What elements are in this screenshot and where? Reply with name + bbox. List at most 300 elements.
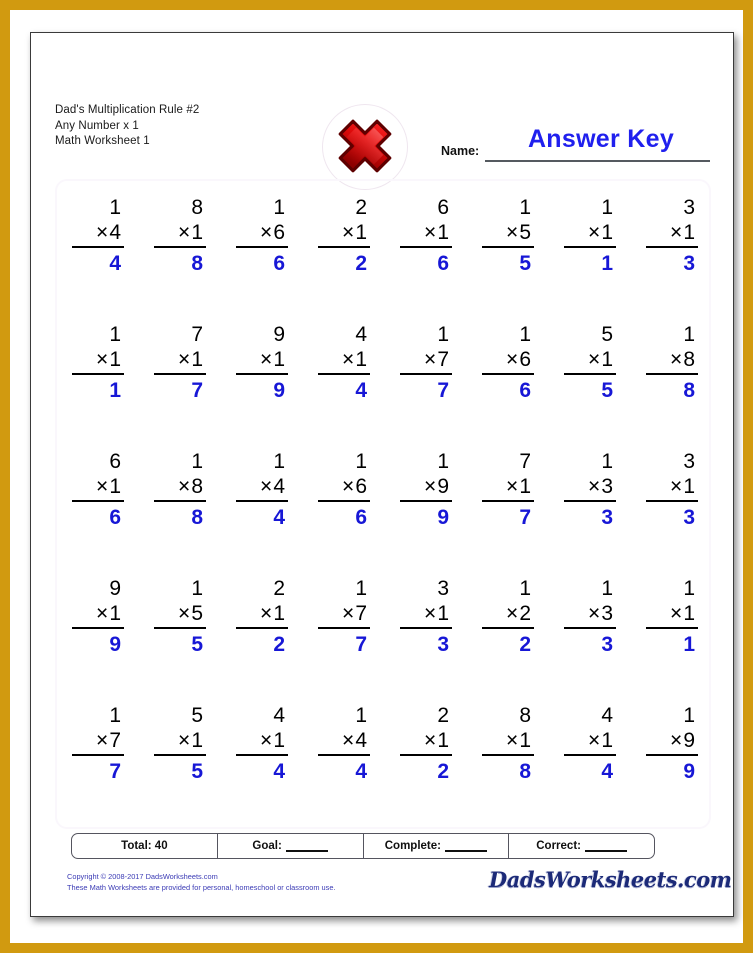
multiplicand: 8 bbox=[519, 704, 531, 727]
multiplicand: 2 bbox=[273, 577, 285, 600]
multiplier-line bbox=[482, 601, 534, 629]
multiplicand: 1 bbox=[109, 196, 121, 219]
multiply-operator-icon: × bbox=[670, 729, 683, 752]
problem-stack bbox=[564, 576, 616, 657]
answer[interactable]: 6 bbox=[355, 506, 367, 529]
multiplier-line bbox=[72, 347, 124, 375]
multiplicand: 1 bbox=[601, 450, 613, 473]
problem-15 bbox=[549, 322, 631, 449]
problem-stack bbox=[400, 576, 452, 657]
answer[interactable]: 8 bbox=[191, 252, 203, 275]
problem-31 bbox=[549, 576, 631, 703]
answer[interactable]: 8 bbox=[519, 760, 531, 783]
problem-stack bbox=[236, 703, 288, 784]
worksheet-page bbox=[30, 32, 734, 917]
multiplier: 1 bbox=[355, 348, 367, 371]
problem-stack bbox=[236, 322, 288, 403]
problem-30 bbox=[467, 576, 549, 703]
multiply-operator-icon: × bbox=[670, 475, 683, 498]
problem-21 bbox=[385, 449, 467, 576]
complete-label: Complete: bbox=[384, 840, 441, 852]
multiplier: 4 bbox=[355, 729, 367, 752]
answer[interactable]: 7 bbox=[519, 506, 531, 529]
multiplier: 3 bbox=[601, 602, 613, 625]
score-cell-goal[interactable] bbox=[218, 834, 364, 858]
problem-36 bbox=[303, 703, 385, 830]
multiplier-line bbox=[236, 220, 288, 248]
answer[interactable]: 3 bbox=[437, 633, 449, 656]
problem-stack bbox=[318, 322, 370, 403]
problem-stack bbox=[236, 195, 288, 276]
answer[interactable]: 2 bbox=[519, 633, 531, 656]
problem-stack bbox=[564, 703, 616, 784]
multiply-operator-icon: × bbox=[506, 729, 519, 752]
problem-26 bbox=[139, 576, 221, 703]
multiplier: 4 bbox=[273, 475, 285, 498]
answer[interactable]: 8 bbox=[191, 506, 203, 529]
problem-10 bbox=[139, 322, 221, 449]
answer[interactable]: 4 bbox=[109, 252, 121, 275]
multiplier-line bbox=[646, 601, 698, 629]
multiply-operator-icon: × bbox=[260, 602, 273, 625]
multiplier-line bbox=[400, 601, 452, 629]
problem-17 bbox=[57, 449, 139, 576]
problem-stack bbox=[564, 322, 616, 403]
multiply-operator-icon: × bbox=[342, 729, 355, 752]
answer[interactable]: 1 bbox=[601, 252, 613, 275]
multiplier-line bbox=[318, 220, 370, 248]
multiplicand: 1 bbox=[601, 196, 613, 219]
problem-stack bbox=[646, 322, 698, 403]
problem-stack bbox=[646, 195, 698, 276]
multiply-operator-icon: × bbox=[424, 602, 437, 625]
multiplier: 1 bbox=[273, 602, 285, 625]
multiplier: 1 bbox=[683, 602, 695, 625]
multiplier-line bbox=[154, 728, 206, 756]
multiplicand: 5 bbox=[601, 323, 613, 346]
problem-stack bbox=[482, 322, 534, 403]
multiply-operator-icon: × bbox=[342, 348, 355, 371]
answer[interactable]: 4 bbox=[273, 760, 285, 783]
multiplier-line bbox=[236, 601, 288, 629]
problem-stack bbox=[400, 195, 452, 276]
problem-stack bbox=[564, 195, 616, 276]
correct-blank[interactable] bbox=[585, 841, 627, 852]
multiplicand: 1 bbox=[273, 196, 285, 219]
answer[interactable]: 9 bbox=[273, 379, 285, 402]
problem-stack bbox=[236, 576, 288, 657]
answer[interactable]: 7 bbox=[437, 379, 449, 402]
answer[interactable]: 8 bbox=[683, 379, 695, 402]
red-x-multiplication-icon bbox=[323, 105, 407, 189]
problem-11 bbox=[221, 322, 303, 449]
problem-1 bbox=[57, 195, 139, 322]
problem-stack bbox=[400, 703, 452, 784]
multiplicand: 2 bbox=[437, 704, 449, 727]
score-cell-complete[interactable] bbox=[364, 834, 510, 858]
problem-20 bbox=[303, 449, 385, 576]
problem-stack bbox=[318, 449, 370, 530]
worksheet-title-block bbox=[55, 103, 199, 150]
name-label: Name: bbox=[441, 144, 480, 158]
multiply-operator-icon: × bbox=[588, 602, 601, 625]
problem-12 bbox=[303, 322, 385, 449]
problem-stack bbox=[400, 449, 452, 530]
complete-blank[interactable] bbox=[445, 841, 487, 852]
problem-stack bbox=[318, 703, 370, 784]
multiply-operator-icon: × bbox=[96, 602, 109, 625]
answer[interactable]: 9 bbox=[683, 760, 695, 783]
problem-6 bbox=[467, 195, 549, 322]
problem-row bbox=[57, 449, 713, 576]
problem-stack bbox=[482, 576, 534, 657]
multiply-operator-icon: × bbox=[670, 348, 683, 371]
multiplier: 8 bbox=[191, 475, 203, 498]
answer[interactable]: 9 bbox=[109, 633, 121, 656]
problem-9 bbox=[57, 322, 139, 449]
problem-8 bbox=[631, 195, 713, 322]
multiply-operator-icon: × bbox=[96, 475, 109, 498]
answer[interactable]: 4 bbox=[273, 506, 285, 529]
multiplier: 1 bbox=[273, 729, 285, 752]
multiplicand: 4 bbox=[273, 704, 285, 727]
problem-37 bbox=[385, 703, 467, 830]
problems-panel bbox=[55, 179, 711, 829]
multiplicand: 3 bbox=[683, 450, 695, 473]
answer[interactable]: 1 bbox=[109, 379, 121, 402]
answer[interactable]: 2 bbox=[437, 760, 449, 783]
multiplier-line bbox=[236, 474, 288, 502]
multiplier: 1 bbox=[355, 221, 367, 244]
problem-27 bbox=[221, 576, 303, 703]
multiply-operator-icon: × bbox=[260, 221, 273, 244]
problem-stack bbox=[482, 195, 534, 276]
multiply-operator-icon: × bbox=[342, 221, 355, 244]
problem-stack bbox=[646, 703, 698, 784]
problem-stack bbox=[646, 576, 698, 657]
multiplier-line bbox=[482, 728, 534, 756]
multiplicand: 1 bbox=[601, 577, 613, 600]
multiplier-line bbox=[482, 347, 534, 375]
goal-label: Goal: bbox=[252, 840, 282, 852]
multiplier-line bbox=[318, 474, 370, 502]
answer[interactable]: 7 bbox=[355, 633, 367, 656]
problem-stack bbox=[72, 195, 124, 276]
multiply-operator-icon: × bbox=[670, 602, 683, 625]
copyright-line-2: These Math Worksheets are provided for personal, homeschool or classroom use. bbox=[67, 883, 336, 892]
problem-row bbox=[57, 576, 713, 703]
multiplier: 1 bbox=[437, 221, 449, 244]
multiplicand: 3 bbox=[437, 577, 449, 600]
multiplier: 1 bbox=[191, 729, 203, 752]
multiplier-line bbox=[482, 220, 534, 248]
problem-stack bbox=[72, 703, 124, 784]
multiply-operator-icon: × bbox=[424, 729, 437, 752]
multiply-operator-icon: × bbox=[96, 348, 109, 371]
problem-stack bbox=[318, 576, 370, 657]
multiply-operator-icon: × bbox=[260, 348, 273, 371]
problem-3 bbox=[221, 195, 303, 322]
multiply-operator-icon: × bbox=[178, 729, 191, 752]
multiplicand: 1 bbox=[519, 577, 531, 600]
multiply-operator-icon: × bbox=[260, 475, 273, 498]
score-summary-row bbox=[71, 833, 655, 859]
title-line-3: Math Worksheet 1 bbox=[55, 135, 150, 147]
problem-row bbox=[57, 703, 713, 830]
multiplier: 3 bbox=[601, 475, 613, 498]
problem-18 bbox=[139, 449, 221, 576]
multiplicand: 2 bbox=[355, 196, 367, 219]
multiplier: 9 bbox=[437, 475, 449, 498]
answer[interactable]: 5 bbox=[191, 633, 203, 656]
goal-blank[interactable] bbox=[286, 841, 328, 852]
multiply-operator-icon: × bbox=[342, 475, 355, 498]
multiplier-line bbox=[646, 474, 698, 502]
multiplicand: 3 bbox=[683, 196, 695, 219]
answer[interactable]: 9 bbox=[437, 506, 449, 529]
answer[interactable]: 3 bbox=[601, 506, 613, 529]
multiplier-line bbox=[72, 728, 124, 756]
multiplier-line bbox=[400, 220, 452, 248]
multiplicand: 1 bbox=[683, 323, 695, 346]
answer[interactable]: 6 bbox=[109, 506, 121, 529]
multiplier-line bbox=[646, 728, 698, 756]
multiplier: 1 bbox=[519, 475, 531, 498]
multiply-operator-icon: × bbox=[588, 475, 601, 498]
multiplier: 1 bbox=[437, 729, 449, 752]
multiplicand: 1 bbox=[273, 450, 285, 473]
multiplier-line bbox=[482, 474, 534, 502]
total-label: Total: 40 bbox=[121, 840, 168, 852]
multiplier-line bbox=[72, 220, 124, 248]
problem-stack bbox=[482, 449, 534, 530]
problem-7 bbox=[549, 195, 631, 322]
multiplier-line bbox=[564, 601, 616, 629]
copyright-block bbox=[67, 871, 336, 893]
name-underline bbox=[485, 160, 710, 162]
multiplier-line bbox=[154, 601, 206, 629]
problem-28 bbox=[303, 576, 385, 703]
multiplicand: 1 bbox=[683, 704, 695, 727]
problem-stack bbox=[154, 449, 206, 530]
multiplier: 4 bbox=[109, 221, 121, 244]
red-x-icon-glyph bbox=[332, 113, 398, 179]
problem-14 bbox=[467, 322, 549, 449]
problem-23 bbox=[549, 449, 631, 576]
answer[interactable]: 5 bbox=[191, 760, 203, 783]
multiply-operator-icon: × bbox=[588, 221, 601, 244]
multiply-operator-icon: × bbox=[178, 221, 191, 244]
multiplicand: 6 bbox=[109, 450, 121, 473]
multiplier-line bbox=[236, 728, 288, 756]
problem-5 bbox=[385, 195, 467, 322]
multiply-operator-icon: × bbox=[178, 475, 191, 498]
answer[interactable]: 4 bbox=[355, 379, 367, 402]
multiplier-line bbox=[564, 220, 616, 248]
problem-24 bbox=[631, 449, 713, 576]
multiply-operator-icon: × bbox=[96, 729, 109, 752]
multiplier: 8 bbox=[683, 348, 695, 371]
answer[interactable]: 3 bbox=[601, 633, 613, 656]
multiplier-line bbox=[400, 474, 452, 502]
multiplier: 1 bbox=[601, 221, 613, 244]
answer[interactable]: 6 bbox=[437, 252, 449, 275]
multiplier-line bbox=[564, 347, 616, 375]
multiplicand: 1 bbox=[191, 450, 203, 473]
answer[interactable]: 6 bbox=[519, 379, 531, 402]
multiplier-line bbox=[154, 220, 206, 248]
name-field-row bbox=[441, 125, 721, 169]
multiply-operator-icon: × bbox=[424, 348, 437, 371]
multiply-operator-icon: × bbox=[424, 221, 437, 244]
problem-16 bbox=[631, 322, 713, 449]
multiplier: 1 bbox=[437, 602, 449, 625]
answer[interactable]: 2 bbox=[273, 633, 285, 656]
multiply-operator-icon: × bbox=[96, 221, 109, 244]
multiplier-line bbox=[318, 347, 370, 375]
answer[interactable]: 5 bbox=[601, 379, 613, 402]
multiplier-line bbox=[318, 728, 370, 756]
problems-grid bbox=[57, 195, 713, 830]
score-cell-total bbox=[72, 834, 218, 858]
multiply-operator-icon: × bbox=[506, 475, 519, 498]
multiplier: 6 bbox=[519, 348, 531, 371]
problem-13 bbox=[385, 322, 467, 449]
answer[interactable]: 2 bbox=[355, 252, 367, 275]
multiplier: 1 bbox=[601, 348, 613, 371]
multiplier: 7 bbox=[109, 729, 121, 752]
multiplicand: 1 bbox=[519, 196, 531, 219]
answer[interactable]: 7 bbox=[191, 379, 203, 402]
multiplier-line bbox=[154, 347, 206, 375]
multiplier: 1 bbox=[109, 602, 121, 625]
multiplicand: 4 bbox=[355, 323, 367, 346]
score-cell-correct[interactable] bbox=[509, 834, 654, 858]
multiply-operator-icon: × bbox=[670, 221, 683, 244]
dadsworksheets-logo bbox=[489, 867, 732, 897]
name-value[interactable]: Answer Key bbox=[527, 125, 675, 153]
multiplier-line bbox=[564, 728, 616, 756]
multiply-operator-icon: × bbox=[506, 348, 519, 371]
problem-stack bbox=[564, 449, 616, 530]
problem-38 bbox=[467, 703, 549, 830]
problem-35 bbox=[221, 703, 303, 830]
problem-stack bbox=[400, 322, 452, 403]
title-line-2: Any Number x 1 bbox=[55, 119, 139, 132]
multiplicand: 4 bbox=[601, 704, 613, 727]
problem-stack bbox=[154, 195, 206, 276]
answer[interactable]: 3 bbox=[683, 506, 695, 529]
multiply-operator-icon: × bbox=[588, 729, 601, 752]
multiplicand: 7 bbox=[191, 323, 203, 346]
answer[interactable]: 1 bbox=[683, 633, 695, 656]
problem-stack bbox=[646, 449, 698, 530]
multiplier: 1 bbox=[191, 221, 203, 244]
multiplier: 7 bbox=[355, 602, 367, 625]
worksheet-header bbox=[31, 33, 735, 173]
multiplier: 1 bbox=[273, 348, 285, 371]
problem-40 bbox=[631, 703, 713, 830]
problem-stack bbox=[154, 576, 206, 657]
multiply-operator-icon: × bbox=[424, 475, 437, 498]
multiplicand: 1 bbox=[355, 577, 367, 600]
problem-stack bbox=[72, 449, 124, 530]
multiplier-line bbox=[72, 474, 124, 502]
problem-stack bbox=[154, 322, 206, 403]
multiplier: 1 bbox=[601, 729, 613, 752]
problem-32 bbox=[631, 576, 713, 703]
problem-19 bbox=[221, 449, 303, 576]
multiplier: 2 bbox=[519, 602, 531, 625]
answer[interactable]: 3 bbox=[683, 252, 695, 275]
multiplier: 1 bbox=[683, 475, 695, 498]
problem-25 bbox=[57, 576, 139, 703]
multiplier-line bbox=[154, 474, 206, 502]
multiplier-line bbox=[400, 728, 452, 756]
answer[interactable]: 4 bbox=[601, 760, 613, 783]
multiply-operator-icon: × bbox=[178, 602, 191, 625]
correct-label: Correct: bbox=[536, 840, 581, 852]
multiplier: 6 bbox=[273, 221, 285, 244]
problem-22 bbox=[467, 449, 549, 576]
multiply-operator-icon: × bbox=[506, 602, 519, 625]
multiplier-line bbox=[236, 347, 288, 375]
multiplicand: 1 bbox=[437, 323, 449, 346]
multiply-operator-icon: × bbox=[342, 602, 355, 625]
multiplier-line bbox=[318, 601, 370, 629]
multiplier-line bbox=[72, 601, 124, 629]
multiplier: 7 bbox=[437, 348, 449, 371]
problem-row bbox=[57, 195, 713, 322]
multiply-operator-icon: × bbox=[588, 348, 601, 371]
multiplier-line bbox=[564, 474, 616, 502]
answer[interactable]: 5 bbox=[519, 252, 531, 275]
multiplier: 9 bbox=[683, 729, 695, 752]
multiplier: 5 bbox=[191, 602, 203, 625]
logo-text: DadsWorksheets.com bbox=[489, 867, 732, 892]
problem-34 bbox=[139, 703, 221, 830]
multiplicand: 8 bbox=[191, 196, 203, 219]
multiplicand: 6 bbox=[437, 196, 449, 219]
problem-33 bbox=[57, 703, 139, 830]
problem-stack bbox=[482, 703, 534, 784]
multiplier-line bbox=[646, 347, 698, 375]
multiply-operator-icon: × bbox=[178, 348, 191, 371]
multiplier-line bbox=[646, 220, 698, 248]
answer[interactable]: 6 bbox=[273, 252, 285, 275]
problem-row bbox=[57, 322, 713, 449]
multiplier: 1 bbox=[519, 729, 531, 752]
multiplicand: 9 bbox=[273, 323, 285, 346]
problem-stack bbox=[72, 322, 124, 403]
multiplier: 1 bbox=[191, 348, 203, 371]
problem-4 bbox=[303, 195, 385, 322]
multiplicand: 1 bbox=[109, 323, 121, 346]
multiplicand: 1 bbox=[191, 577, 203, 600]
multiplicand: 1 bbox=[355, 450, 367, 473]
multiplicand: 1 bbox=[519, 323, 531, 346]
problem-29 bbox=[385, 576, 467, 703]
title-line-1: Dad's Multiplication Rule #2 bbox=[55, 104, 200, 116]
multiplicand: 5 bbox=[191, 704, 203, 727]
problem-stack bbox=[318, 195, 370, 276]
multiplicand: 9 bbox=[109, 577, 121, 600]
answer[interactable]: 4 bbox=[355, 760, 367, 783]
multiplier: 1 bbox=[109, 475, 121, 498]
multiplier: 1 bbox=[683, 221, 695, 244]
answer[interactable]: 7 bbox=[109, 760, 121, 783]
multiplicand: 1 bbox=[355, 704, 367, 727]
